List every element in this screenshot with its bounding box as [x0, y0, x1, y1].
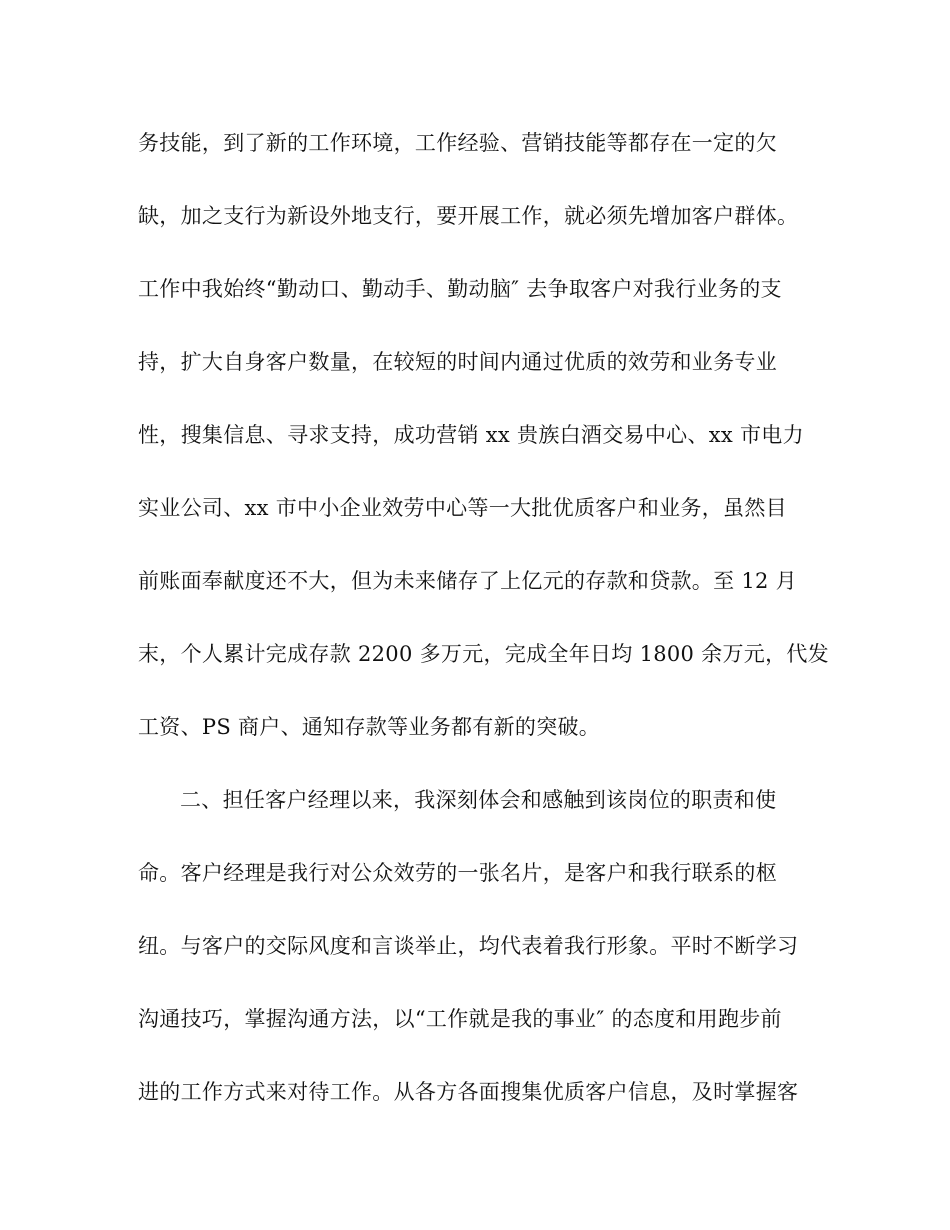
- text-line: 实业公司、xx 市中小企业效劳中心等一大批优质客户和业务，虽然目: [138, 496, 787, 520]
- text-line: 进的工作方式来对待工作。从各方各面搜集优质客户信息，及时掌握客: [138, 1080, 799, 1104]
- text-line: 性，搜集信息、寻求支持，成功营销 xx 贵族白酒交易中心、xx 市电力: [138, 423, 804, 447]
- text-line: 工资、PS 商户、通知存款等业务都有新的突破。: [138, 715, 601, 739]
- text-line: 末，个人累计完成存款 2200 多万元，完成全年日均 1800 余万元，代发: [138, 642, 829, 666]
- text-line: 持，扩大自身客户数量，在较短的时间内通过优质的效劳和业务专业: [138, 350, 777, 374]
- text-line: 沟通技巧，掌握沟通方法，以“工作就是我的事业″ 的态度和用跑步前: [138, 1007, 782, 1031]
- paragraph-start-line: 二、担任客户经理以来，我深刻体会和感触到该岗位的职责和使: [180, 788, 777, 812]
- text-line: 前账面奉献度还不大，但为未来储存了上亿元的存款和贷款。至 12 月: [138, 569, 797, 593]
- text-line: 命。客户经理是我行对公众效劳的一张名片，是客户和我行联系的枢: [138, 861, 777, 885]
- text-line: 缺，加之支行为新设外地支行，要开展工作，就必须先增加客户群体。: [138, 204, 799, 228]
- text-line: 工作中我始终“勤动口、勤动手、勤动脑″ 去争取客户对我行业务的支: [138, 277, 782, 301]
- text-line: 务技能，到了新的工作环境，工作经验、营销技能等都存在一定的欠: [138, 131, 777, 155]
- text-line: 纽。与客户的交际风度和言谈举止，均代表着我行形象。平时不断学习: [138, 934, 799, 958]
